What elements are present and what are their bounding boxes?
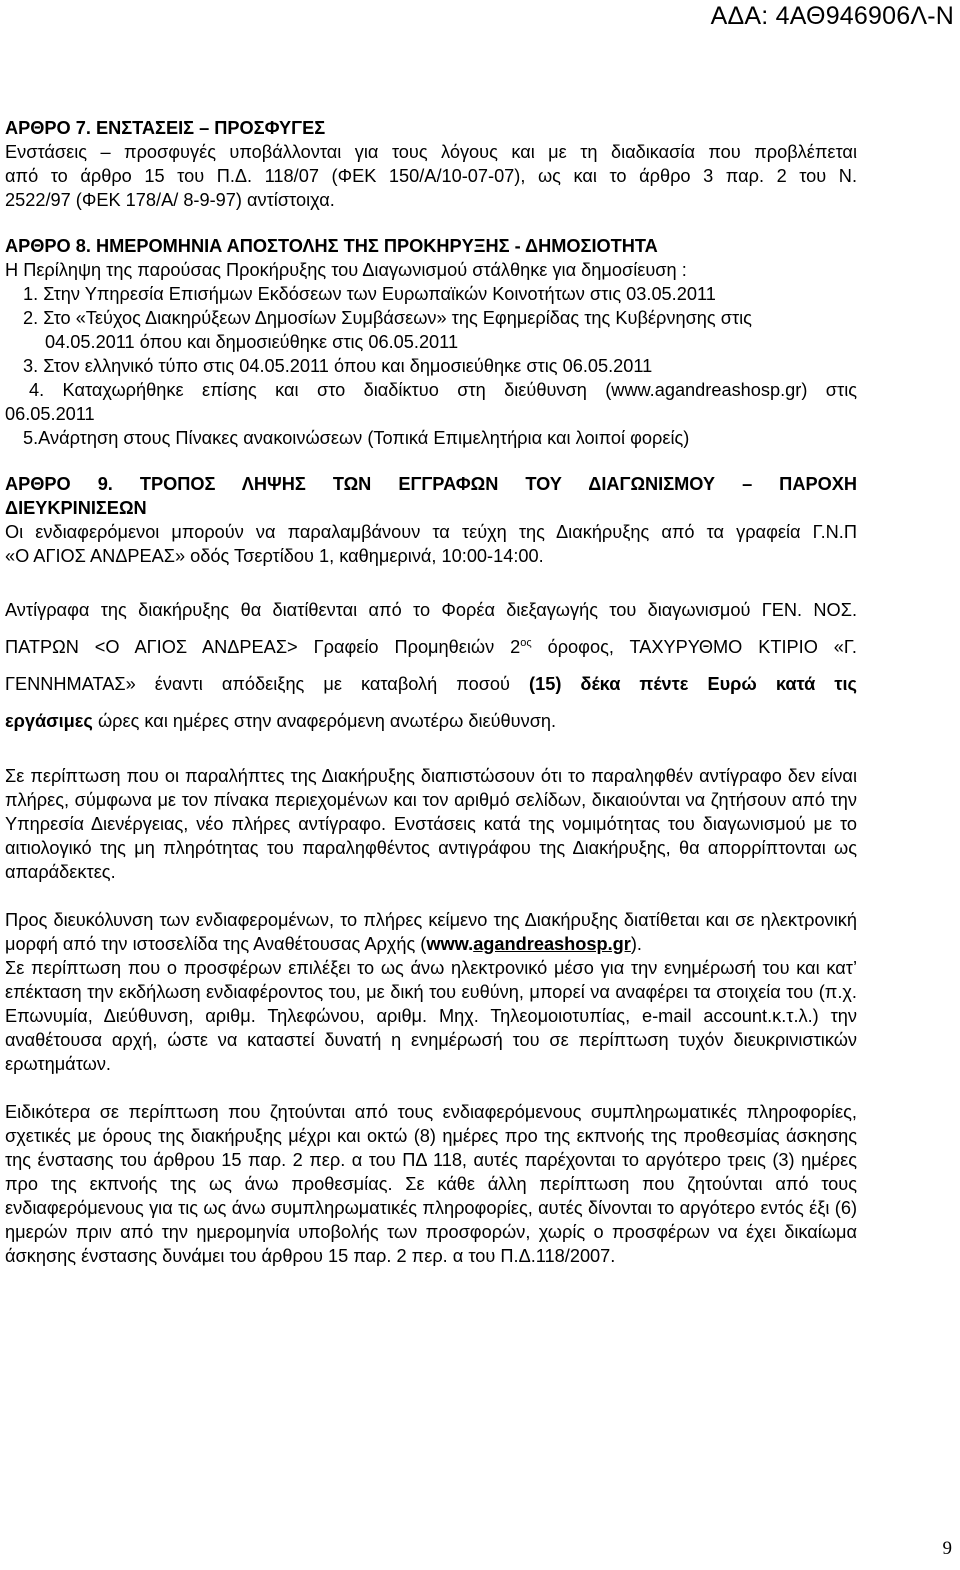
article-9-title-continuation: ΔΙΕΥΚΡΙΝΙΣΕΩΝ (5, 498, 147, 518)
list-item: 3. Στον ελληνικό τύπο στις 04.05.2011 όπου και δημοσιεύθηκε στις 06.05.2011 (23, 356, 653, 376)
article-7 (5, 116, 857, 212)
incomplete-copy-paragraph: Σε περίπτωση που οι παραλήπτες της Διακήρυξης διαπιστώσουν ότι το παραληφθέν αντίγραφο δεν είναι πλήρες, σύμφωνα με τον πίνακα περιεχομένων και τον αριθμό σελίδων, δικαιούνται να ζητήσουν από την Υπηρεσία Διενέργειας, νέο πλήρες αντίγραφο. Ενστάσεις κατά της νομιμότητας του διαγωνισμού με το αιτιολογικό της μη πληρότητας του παραληφθέντος αντιγράφου της Διακήρυξης, θα απορρίπτονται ως απαράδεκτες. (5, 766, 857, 882)
page-number: 9 (942, 1538, 952, 1559)
list-item: 4. Καταχωρήθηκε επίσης και στο διαδίκτυο στη διεύθυνση (www.agandreashosp.gr) στις (29, 380, 857, 400)
list-item: 2. Στο «Τεύχος Διακηρύξεων Δημοσίων Συμβάσεων» της Εφημερίδας της Κυβέρνησης στις (23, 308, 752, 328)
list-item: 1. Στην Υπηρεσία Επισήμων Εκδόσεων των Ευρωπαϊκών Κοινοτήτων στις 03.05.2011 (23, 284, 716, 304)
electronic-availability-paragraph: Προς διευκόλυνση των ενδιαφερομένων, το πλήρες κείμενο της Διακήρυξης διατίθεται και σε ηλεκτρονική μορφή από την ιστοσελίδα της Αναθέτουσας Αρχής (www.agandreashosp.gr). (5, 910, 857, 954)
contact-details-paragraph: Σε περίπτωση που ο προσφέρων επιλέξει το ως άνω ηλεκτρονικό μέσο για την ενημέρωσή του και κατ’ επέκταση την εκδήλωση ενδιαφέροντος του, με δική του ευθύνη, μπορεί να αναφέρει τα στοιχεία του (π.χ. Επωνυμία, Διεύθυνση, αριθμ. Τηλεφώνου, αριθμ. Μηχ. Τηλεομοιοτυπίας, e-mail account.κ.τ.λ.) την αναθέτουσα αρχή, ώστε να καταστεί δυνατή η ενημέρωσή του σε περίπτωση τυχόν διευκρινιστικών ερωτημάτων. (5, 958, 857, 1074)
article-8 (5, 234, 857, 450)
document-body (5, 116, 857, 1268)
paragraph-line: εργάσιμες ώρες και ημέρες στην αναφερόμενη ανωτέρω διεύθυνση. (5, 711, 557, 731)
list-item-continuation: 04.05.2011 όπου και δημοσιεύθηκε στις 06.05.2011 (45, 332, 459, 352)
list-item-continuation: 06.05.2011 (5, 404, 95, 424)
copies-paragraph (5, 592, 857, 740)
paragraph-line: «Ο ΑΓΙΟΣ ΑΝΔΡΕΑΣ» οδός Τσερτίδου 1, καθημερινά, 10:00-14:00. (5, 546, 544, 566)
paragraph-line: ΓΕΝΝΗΜΑΤΑΣ» έναντι απόδειξης με καταβολή ποσού (15) δέκα πέντε Ευρώ κατά τις (5, 674, 857, 694)
article-7-text-line: από το άρθρο 15 του Π.Δ. 118/07 (ΦΕΚ 150/Α/10-07-07), ως και το άρθρο 3 παρ. 2 του Ν. (5, 166, 857, 186)
paragraph-line: ΠΑΤΡΩΝ <Ο ΑΓΙΟΣ ΑΝΔΡΕΑΣ> Γραφείο Προμηθειών $2^{o\varsigma}$ όροφος, ΤΑΧΥΡΥΘΜΟ ΚΤΙΡΙΟ «Γ. (5, 636, 857, 657)
ada-identifier: ΑΔΑ: 4ΑΘ946906Λ-Ν (710, 2, 954, 30)
article-9 (5, 472, 857, 1268)
article-7-text-line: 2522/97 (ΦΕΚ 178/Α/ 8-9-97) αντίστοιχα. (5, 190, 335, 210)
clarifications-paragraph: Ειδικότερα σε περίπτωση που ζητούνται από τους ενδιαφερόμενους συμπληρωματικές πληροφορίες, σχετικές με όρους της διακήρυξης μέχρι και οκτώ (8) ημέρες προ της εκπνοής της προθεσμίας άσκησης της ένστασης του άρθρου 15 παρ. 2 περ. α του ΠΔ 118, αυτές παρέχονται το αργότερο τρεις (3) ημέρες προ της εκπνοής της ως άνω προθεσμίας. Σε κάθε άλλη περίπτωση που ζητούνται από τους ενδιαφερόμενους για τις ως άνω συμπληρωματικές πληροφορίες, αυτές δίνονται το αργότερο εντός έξι (6) ημερών πριν από την ημερομηνία υποβολής των προσφορών, χωρίς ο προσφέρων να έχει δικαίωμα άσκησης ένστασης δυνάμει του άρθρου 15 παρ. 2 περ. α του Π.Δ.118/2007. (5, 1102, 857, 1266)
article-7-title: ΑΡΘΡΟ 7. ΕΝΣΤΑΣΕΙΣ – ΠΡΟΣΦΥΓΕΣ (5, 118, 326, 138)
paragraph-line: Οι ενδιαφερόμενοι μπορούν να παραλαμβάνουν τα τεύχη της Διακήρυξης από τα γραφεία Γ.Ν.Π (5, 522, 857, 542)
article-8-title: ΑΡΘΡΟ 8. ΗΜΕΡΟΜΗΝΙΑ ΑΠΟΣΤΟΛΗΣ ΤΗΣ ΠΡΟΚΗΡΥΞΗΣ - ΔΗΜΟΣΙΟΤΗΤΑ (5, 236, 658, 256)
article-8-intro: Η Περίληψη της παρούσας Προκήρυξης του Διαγωνισμού στάλθηκε για δημοσίευση : (5, 260, 687, 280)
article-7-text-line: Ενστάσεις – προσφυγές υποβάλλονται για τους λόγους και με τη διαδικασία που προβλέπεται (5, 142, 857, 162)
article-9-title: ΑΡΘΡΟ 9. ΤΡΟΠΟΣ ΛΗΨΗΣ ΤΩΝ ΕΓΓΡΑΦΩΝ ΤΟΥ ΔΙΑΓΩΝΙΣΜΟΥ – ΠΑΡΟΧΗ (5, 474, 857, 494)
list-item: 5.Ανάρτηση στους Πίνακες ανακοινώσεων (Τοπικά Επιμελητήρια και λοιποί φορείς) (23, 428, 690, 448)
website-link[interactable]: agandreashosp.gr (473, 934, 631, 954)
paragraph-line: Αντίγραφα της διακήρυξης θα διατίθενται από το Φορέα διεξαγωγής του διαγωνισμού ΓΕΝ. ΝΟΣ. (5, 600, 857, 620)
